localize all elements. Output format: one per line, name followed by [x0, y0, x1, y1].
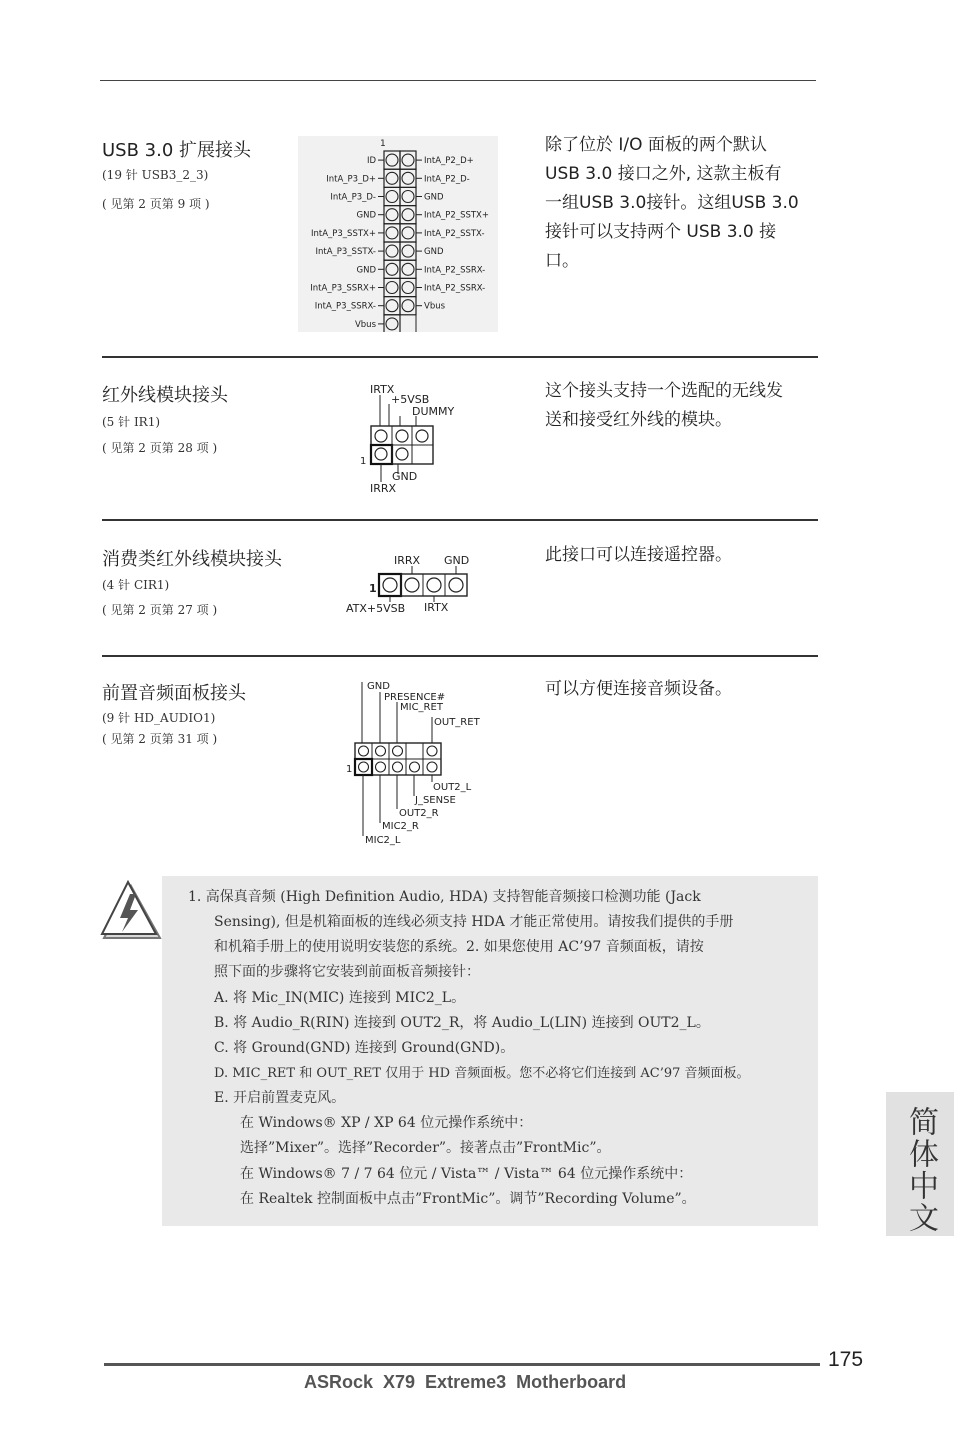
- usb-left-pin-label: GND: [356, 210, 376, 221]
- usb-right-pin-label: GND: [424, 247, 444, 258]
- usb-right-pin-label: IntA_P2_SSRX-: [424, 283, 486, 294]
- section-description: [545, 541, 825, 570]
- cir-label-irrx: IRRX: [394, 554, 421, 567]
- language-tab: [886, 1092, 954, 1236]
- usb3-pinout-svg: [298, 136, 498, 332]
- usb-left-pin-label: GND: [356, 265, 376, 276]
- reference: ( 见第 2 页第 28 项 ): [102, 441, 218, 455]
- usb-right-pin-hole: [402, 172, 414, 184]
- audio-header-diagram: [340, 678, 490, 848]
- desc-line: 除了位於 I/O 面板的两个默认: [545, 135, 767, 155]
- audio-pin1: 1: [346, 764, 353, 775]
- pin-count: (19 针 USB3_2_3): [102, 168, 209, 182]
- usb-left-pin-hole: [386, 191, 398, 203]
- usb-left-pin-hole: [386, 263, 398, 275]
- usb-right-pin-hole: [402, 263, 414, 275]
- usb-right-pin-hole: [402, 209, 414, 221]
- cir-pin1: 1: [369, 582, 377, 595]
- note-line: E. 开启前置麦克风。: [214, 1090, 346, 1106]
- audio-label-j-sense: J_SENSE: [415, 795, 456, 806]
- cir-header-diagram: [344, 550, 480, 616]
- ir-pinout-svg: [356, 382, 460, 494]
- language-tab-label: 简体中文: [903, 1106, 938, 1234]
- usb-left-pin-label: IntA_P3_D-: [330, 192, 376, 203]
- ir-pin1: 1: [360, 456, 367, 467]
- note-line: A. 将 Mic_IN(MIC) 连接到 MIC2_L。: [214, 990, 466, 1006]
- audio-label-mic-ret: MIC_RET: [400, 702, 443, 713]
- usb-left-pin-hole: [386, 154, 398, 166]
- audio-label-out2-r: OUT2_R: [399, 808, 439, 819]
- ir-label-5vsb: +5VSB: [391, 393, 430, 406]
- top-rule: [100, 80, 816, 81]
- note-line: 和机箱手册上的使用说明安装您的系统。2. 如果您使用 AC’97 音频面板，请按: [214, 939, 704, 955]
- usb-left-pin-hole: [386, 318, 398, 330]
- ir-label-gnd: GND: [392, 470, 418, 483]
- usb-right-pin-hole: [402, 300, 414, 312]
- usb-left-pin-hole: [386, 172, 398, 184]
- footer-rule: [104, 1363, 820, 1366]
- desc-line: 一组USB 3.0接针。这组USB 3.0: [545, 193, 799, 213]
- reference: ( 见第 2 页第 9 项 ): [102, 197, 210, 211]
- usb-right-pin-label: IntA_P2_SSRX-: [424, 265, 486, 276]
- section-description: [545, 675, 825, 704]
- usb-left-pin-label: IntA_P3_SSTX+: [310, 228, 376, 239]
- usb-right-pin-label: IntA_P2_D+: [424, 156, 474, 167]
- usb-right-pin-label: IntA_P2_D-: [424, 174, 470, 185]
- page-number: 175: [828, 1348, 864, 1371]
- usb-left-pin-label: ID: [366, 156, 376, 167]
- reference: ( 见第 2 页第 31 项 ): [102, 732, 218, 746]
- cir-label-atx: ATX+5VSB: [346, 602, 406, 615]
- desc-line: 此接口可以连接遥控器。: [545, 545, 732, 565]
- section-divider: [102, 356, 818, 358]
- note-line: 在 Realtek 控制面板中点击”FrontMic”。调节”Recording Volume”。: [240, 1191, 696, 1207]
- usb-right-pin-label: IntA_P2_SSTX-: [424, 228, 485, 239]
- usb-left-pin-hole: [386, 227, 398, 239]
- warning-icon: [100, 880, 164, 944]
- desc-line: USB 3.0 接口之外, 这款主板有: [545, 164, 782, 184]
- reference: ( 见第 2 页第 27 项 ): [102, 603, 218, 617]
- usb-right-pin-hole: [402, 227, 414, 239]
- note-line: C. 将 Ground(GND) 连接到 Ground(GND)。: [214, 1040, 515, 1056]
- note-line: D. MIC_RET 和 OUT_RET 仅用于 HD 音频面板。您不必将它们连接到 AC’97 音频面板。: [214, 1066, 750, 1081]
- desc-line: 可以方便连接音频设备。: [545, 679, 732, 699]
- ir-header-diagram: [356, 382, 460, 494]
- footer-product: ASRock X79 Extreme3 Motherboard: [304, 1372, 627, 1392]
- note-line: 1. 高保真音频 (High Definition Audio, HDA) 支持智能音频接口检测功能 (Jack: [188, 889, 701, 905]
- pin-count: (5 针 IR1): [102, 415, 161, 429]
- usb-right-pin-hole: [402, 191, 414, 203]
- usb-left-pin-hole: [386, 209, 398, 221]
- section-divider: [102, 519, 818, 521]
- usb-right-pin-hole: [402, 245, 414, 257]
- usb-left-pin-hole: [386, 282, 398, 294]
- note-line: Sensing), 但是机箱面板的连线必须支持 HDA 才能正常使用。请按我们提供的手册: [214, 914, 734, 930]
- audio-label-out2-l: OUT2_L: [433, 782, 472, 793]
- ir-label-dummy: DUMMY: [412, 405, 455, 418]
- pin1-label: 1: [380, 139, 386, 149]
- cir-pinout-svg: [344, 550, 480, 616]
- usb-right-pin-label: Vbus: [424, 301, 446, 312]
- section-title: 前置音频面板接头: [102, 683, 246, 704]
- desc-line: 接针可以支持两个 USB 3.0 接: [545, 222, 777, 242]
- desc-line: 送和接受红外线的模块。: [545, 410, 732, 430]
- note-line: 选择”Mixer”。选择”Recorder”。接著点击”FrontMic”。: [240, 1140, 611, 1156]
- usb-right-pin-hole: [402, 154, 414, 166]
- pin-count: (9 针 HD_AUDIO1): [102, 711, 216, 725]
- cir-label-gnd: GND: [444, 554, 470, 567]
- section-description: [545, 377, 825, 435]
- note-line: 在 Windows® XP / XP 64 位元操作系统中：: [240, 1115, 533, 1131]
- usb-left-pin-label: IntA_P3_D+: [326, 174, 376, 185]
- audio-label-mic2-r: MIC2_R: [382, 821, 419, 832]
- audio-label-out-ret: OUT_RET: [434, 717, 480, 728]
- usb-left-pin-label: IntA_P3_SSTX-: [315, 247, 376, 258]
- audio-label-mic2-l: MIC2_L: [365, 835, 401, 846]
- usb-left-pin-label: Vbus: [354, 319, 376, 330]
- note-line: 在 Windows® 7 / 7 64 位元 / Vista™ / Vista™ 64 位元操作系统中：: [240, 1166, 693, 1182]
- usb-right-pin-label: GND: [424, 192, 444, 203]
- pin-count: (4 针 CIR1): [102, 578, 170, 592]
- desc-line: 这个接头支持一个选配的无线发: [545, 381, 783, 401]
- note-line: B. 将 Audio_R(RIN) 连接到 OUT2_R，将 Audio_L(LIN) 连接到 OUT2_L。: [214, 1015, 710, 1031]
- cir-label-irtx: IRTX: [424, 601, 449, 614]
- audio-pinout-svg: [340, 678, 490, 848]
- section-title: USB 3.0 扩展接头: [102, 140, 252, 161]
- desc-line: 口。: [545, 251, 579, 271]
- audio-label-presence: PRESENCE#: [384, 692, 446, 703]
- ir-label-irrx: IRRX: [370, 482, 397, 494]
- usb-left-pin-hole: [386, 245, 398, 257]
- section-title: 消费类红外线模块接头: [102, 549, 282, 570]
- usb3-header-diagram: [298, 136, 498, 332]
- usb-left-pin-label: IntA_P3_SSRX+: [310, 283, 376, 294]
- note-line: 照下面的步骤将它安装到前面板音频接针：: [214, 964, 480, 980]
- section-description: [545, 131, 825, 276]
- audio-label-gnd: GND: [367, 681, 390, 692]
- usb-left-pin-hole: [386, 300, 398, 312]
- usb-left-pin-label: IntA_P3_SSRX-: [314, 301, 376, 312]
- usb-right-pin-hole: [402, 282, 414, 294]
- section-divider: [102, 655, 818, 657]
- section-title: 红外线模块接头: [102, 385, 228, 406]
- usb-right-pin-label: IntA_P2_SSTX+: [424, 210, 490, 221]
- ir-label-irtx: IRTX: [370, 383, 395, 396]
